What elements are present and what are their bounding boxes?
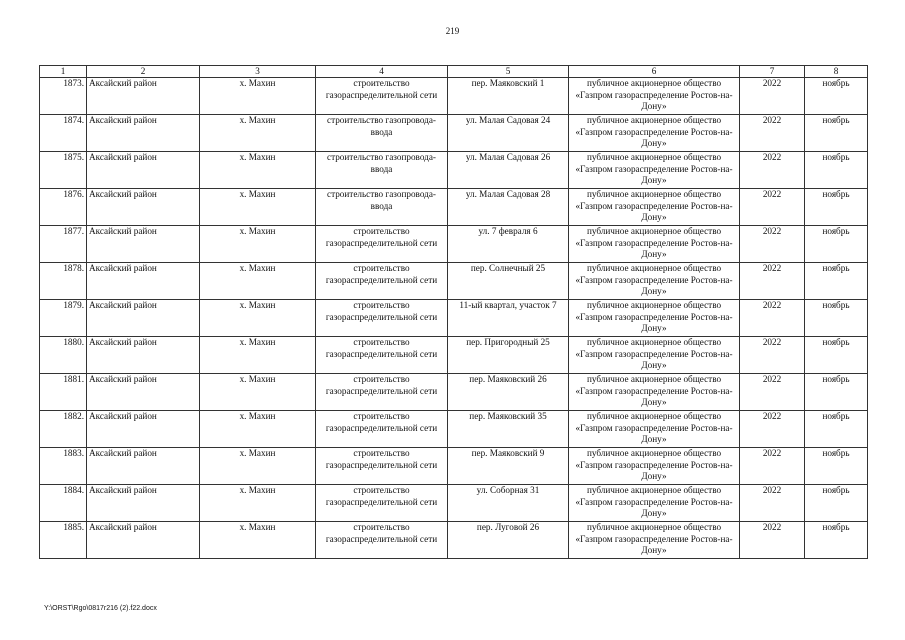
organization-cell: публичное акционерное общество «Газпром газораспределение Ростов-на-Дону»: [569, 411, 740, 448]
month-cell: ноябрь: [805, 522, 868, 559]
month-cell: ноябрь: [805, 78, 868, 115]
table-row: [40, 374, 868, 411]
district-cell: Аксайский район: [87, 411, 200, 448]
district-cell: Аксайский район: [87, 522, 200, 559]
year-cell: 2022: [740, 189, 805, 226]
settlement-cell: х. Махин: [200, 226, 316, 263]
year-cell: 2022: [740, 485, 805, 522]
table-row: [40, 485, 868, 522]
work-type-cell: строительство газопровода-ввода: [316, 152, 448, 189]
organization-cell: публичное акционерное общество «Газпром газораспределение Ростов-на-Дону»: [569, 78, 740, 115]
row-number-cell: 1877.: [40, 226, 87, 263]
month-cell: ноябрь: [805, 263, 868, 300]
column-header: 1: [40, 66, 87, 78]
district-cell: Аксайский район: [87, 78, 200, 115]
row-number-cell: 1875.: [40, 152, 87, 189]
district-cell: Аксайский район: [87, 374, 200, 411]
address-cell: пер. Солнечный 25: [448, 263, 569, 300]
table-row: [40, 448, 868, 485]
month-cell: ноябрь: [805, 189, 868, 226]
month-cell: ноябрь: [805, 485, 868, 522]
year-cell: 2022: [740, 152, 805, 189]
organization-cell: публичное акционерное общество «Газпром газораспределение Ростов-на-Дону»: [569, 300, 740, 337]
organization-cell: публичное акционерное общество «Газпром газораспределение Ростов-на-Дону»: [569, 374, 740, 411]
district-cell: Аксайский район: [87, 152, 200, 189]
month-cell: ноябрь: [805, 411, 868, 448]
table-row: [40, 522, 868, 559]
organization-cell: публичное акционерное общество «Газпром газораспределение Ростов-на-Дону»: [569, 152, 740, 189]
work-type-cell: строительство газораспределительной сети: [316, 300, 448, 337]
row-number-cell: 1882.: [40, 411, 87, 448]
district-cell: Аксайский район: [87, 485, 200, 522]
row-number-cell: 1873.: [40, 78, 87, 115]
table-row: [40, 115, 868, 152]
file-path-footer: Y:\ORST\Rgo\0817r216 (2).f22.docx: [44, 605, 157, 612]
column-header: 2: [87, 66, 200, 78]
address-cell: 11-ый квартал, участок 7: [448, 300, 569, 337]
month-cell: ноябрь: [805, 152, 868, 189]
year-cell: 2022: [740, 337, 805, 374]
address-cell: ул. Малая Садовая 24: [448, 115, 569, 152]
settlement-cell: х. Махин: [200, 78, 316, 115]
row-number-cell: 1878.: [40, 263, 87, 300]
table-row: [40, 78, 868, 115]
work-type-cell: строительство газораспределительной сети: [316, 263, 448, 300]
settlement-cell: х. Махин: [200, 448, 316, 485]
work-type-cell: строительство газораспределительной сети: [316, 485, 448, 522]
settlement-cell: х. Махин: [200, 152, 316, 189]
column-header: 6: [569, 66, 740, 78]
settlement-cell: х. Махин: [200, 411, 316, 448]
work-type-cell: строительство газораспределительной сети: [316, 226, 448, 263]
column-header: 5: [448, 66, 569, 78]
address-cell: пер. Пригородный 25: [448, 337, 569, 374]
district-cell: Аксайский район: [87, 263, 200, 300]
work-type-cell: строительство газопровода-ввода: [316, 115, 448, 152]
address-cell: пер. Маяковский 26: [448, 374, 569, 411]
table-row: [40, 337, 868, 374]
year-cell: 2022: [740, 263, 805, 300]
organization-cell: публичное акционерное общество «Газпром газораспределение Ростов-на-Дону»: [569, 522, 740, 559]
year-cell: 2022: [740, 115, 805, 152]
work-type-cell: строительство газораспределительной сети: [316, 522, 448, 559]
district-cell: Аксайский район: [87, 189, 200, 226]
settlement-cell: х. Махин: [200, 263, 316, 300]
month-cell: ноябрь: [805, 226, 868, 263]
address-cell: ул. Малая Садовая 28: [448, 189, 569, 226]
settlement-cell: х. Махин: [200, 522, 316, 559]
district-cell: Аксайский район: [87, 300, 200, 337]
month-cell: ноябрь: [805, 115, 868, 152]
work-type-cell: строительство газораспределительной сети: [316, 374, 448, 411]
organization-cell: публичное акционерное общество «Газпром газораспределение Ростов-на-Дону»: [569, 263, 740, 300]
month-cell: ноябрь: [805, 337, 868, 374]
column-header: 4: [316, 66, 448, 78]
row-number-cell: 1883.: [40, 448, 87, 485]
settlement-cell: х. Махин: [200, 337, 316, 374]
organization-cell: публичное акционерное общество «Газпром газораспределение Ростов-на-Дону»: [569, 337, 740, 374]
row-number-cell: 1879.: [40, 300, 87, 337]
month-cell: ноябрь: [805, 300, 868, 337]
month-cell: ноябрь: [805, 374, 868, 411]
settlement-cell: х. Махин: [200, 115, 316, 152]
organization-cell: публичное акционерное общество «Газпром газораспределение Ростов-на-Дону»: [569, 189, 740, 226]
address-cell: пер. Маяковский 35: [448, 411, 569, 448]
column-number-row: [40, 66, 868, 78]
column-header: 7: [740, 66, 805, 78]
year-cell: 2022: [740, 78, 805, 115]
year-cell: 2022: [740, 374, 805, 411]
table-row: [40, 189, 868, 226]
work-type-cell: строительство газопровода-ввода: [316, 189, 448, 226]
year-cell: 2022: [740, 226, 805, 263]
address-cell: ул. Соборная 31: [448, 485, 569, 522]
month-cell: ноябрь: [805, 448, 868, 485]
table-row: [40, 226, 868, 263]
organization-cell: публичное акционерное общество «Газпром газораспределение Ростов-на-Дону»: [569, 226, 740, 263]
work-type-cell: строительство газораспределительной сети: [316, 411, 448, 448]
district-cell: Аксайский район: [87, 448, 200, 485]
year-cell: 2022: [740, 448, 805, 485]
district-cell: Аксайский район: [87, 226, 200, 263]
table-row: [40, 300, 868, 337]
settlement-cell: х. Махин: [200, 374, 316, 411]
work-type-cell: строительство газораспределительной сети: [316, 337, 448, 374]
row-number-cell: 1885.: [40, 522, 87, 559]
page-number: 219: [445, 26, 460, 36]
settlement-cell: х. Махин: [200, 300, 316, 337]
year-cell: 2022: [740, 411, 805, 448]
row-number-cell: 1884.: [40, 485, 87, 522]
address-cell: ул. 7 февраля 6: [448, 226, 569, 263]
address-cell: пер. Маяковский 9: [448, 448, 569, 485]
organization-cell: публичное акционерное общество «Газпром газораспределение Ростов-на-Дону»: [569, 448, 740, 485]
column-header: 3: [200, 66, 316, 78]
table-row: [40, 411, 868, 448]
gasification-schedule-table: [39, 65, 868, 559]
row-number-cell: 1880.: [40, 337, 87, 374]
table-row: [40, 152, 868, 189]
year-cell: 2022: [740, 300, 805, 337]
year-cell: 2022: [740, 522, 805, 559]
table-row: [40, 263, 868, 300]
organization-cell: публичное акционерное общество «Газпром газораспределение Ростов-на-Дону»: [569, 115, 740, 152]
work-type-cell: строительство газораспределительной сети: [316, 78, 448, 115]
organization-cell: публичное акционерное общество «Газпром газораспределение Ростов-на-Дону»: [569, 485, 740, 522]
address-cell: пер. Луговой 26: [448, 522, 569, 559]
row-number-cell: 1881.: [40, 374, 87, 411]
work-type-cell: строительство газораспределительной сети: [316, 448, 448, 485]
row-number-cell: 1876.: [40, 189, 87, 226]
settlement-cell: х. Махин: [200, 485, 316, 522]
district-cell: Аксайский район: [87, 115, 200, 152]
row-number-cell: 1874.: [40, 115, 87, 152]
address-cell: пер. Маяковский 1: [448, 78, 569, 115]
district-cell: Аксайский район: [87, 337, 200, 374]
address-cell: ул. Малая Садовая 26: [448, 152, 569, 189]
settlement-cell: х. Махин: [200, 189, 316, 226]
column-header: 8: [805, 66, 868, 78]
